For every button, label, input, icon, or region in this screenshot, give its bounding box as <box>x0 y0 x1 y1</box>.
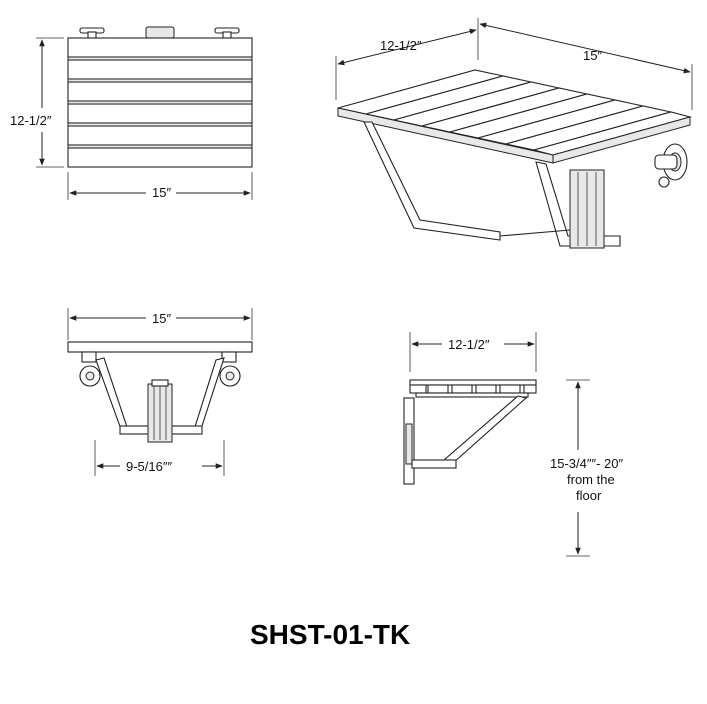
iso-depth-label: 12-1/2″ <box>380 38 422 53</box>
side-view-wall-plate <box>404 398 414 484</box>
top-view-width-label: 15″ <box>152 185 172 200</box>
side-view-depth-label: 12-1/2″ <box>448 337 490 352</box>
side-view-depth-dimension <box>410 332 536 372</box>
front-view-spread-label: 9-5/16″″ <box>126 459 173 474</box>
iso-seat-slats <box>338 70 690 163</box>
top-view-width-dimension <box>68 172 252 202</box>
side-view-slats <box>410 380 536 397</box>
front-view-width-dimension <box>68 308 252 340</box>
top-view <box>10 27 252 202</box>
top-view-depth-label: 12-1/2″ <box>10 113 52 128</box>
side-view-height-label-line3: floor <box>576 488 602 503</box>
front-view-seat <box>68 342 252 352</box>
side-view-height-label-line1: 15-3/4″″- 20″ <box>550 456 624 471</box>
side-view-height-label-line2: from the <box>567 472 615 487</box>
model-number: SHST-01-TK <box>250 619 411 650</box>
side-view-height-dimension <box>548 380 638 556</box>
side-view-support-arm <box>412 396 526 468</box>
front-view-width-label: 15″ <box>152 311 172 326</box>
isometric-view <box>336 18 692 248</box>
iso-wall-bracket <box>655 144 687 187</box>
front-view-center-post <box>148 380 172 442</box>
iso-width-label: 15″ <box>583 48 603 63</box>
side-view <box>404 332 638 556</box>
top-view-slats <box>68 38 252 167</box>
front-view-spread-dimension <box>95 440 224 476</box>
top-view-brackets <box>80 27 239 38</box>
top-view-depth-dimension <box>10 38 64 167</box>
front-view <box>68 308 252 476</box>
